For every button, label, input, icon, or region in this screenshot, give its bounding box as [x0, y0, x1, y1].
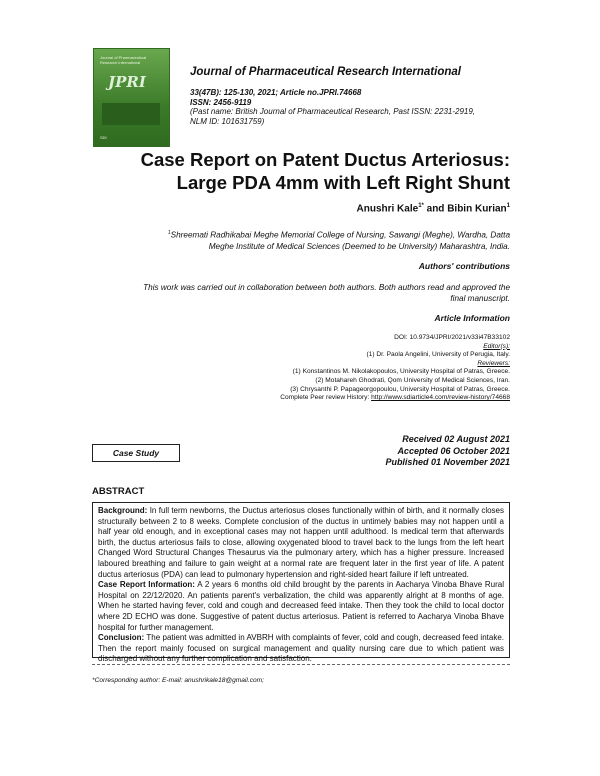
- contributions-line: This work was carried out in collaboration between both authors. Both authors read and approved the: [143, 283, 510, 292]
- publication-dates: [300, 434, 510, 469]
- article-type-box: [92, 444, 180, 462]
- reviewers-label: Reviewers:: [477, 359, 510, 367]
- abstract-box: [92, 502, 510, 664]
- peer-review-history: [200, 394, 510, 403]
- affiliation-line: Shreemati Radhikabai Meghe Memorial College of Nursing, Sawangi (Meghe), Wardha, Datta: [170, 230, 510, 240]
- contributions-text: [92, 282, 510, 304]
- author-superscript: 1: [506, 203, 510, 209]
- article-info-heading: Article Information: [434, 313, 510, 323]
- cover-logo: JPRI: [108, 73, 146, 91]
- journal-title: Journal of Pharmaceutical Research International: [190, 66, 461, 78]
- cover-band: [102, 103, 160, 125]
- article-title: Case Report on Patent Ductus Arteriosus: Large PDA 4mm with Left Right Shunt: [140, 149, 510, 193]
- author-connector: and: [423, 203, 448, 215]
- journal-meta: [190, 88, 490, 126]
- abstract-heading: ABSTRACT: [92, 486, 145, 497]
- cover-journal-name: Journal of Pharmaceutical Research International: [100, 55, 147, 65]
- corresponding-author-footnote: *Corresponding author: E-mail: anushrikale18@gmail.com;: [92, 677, 264, 684]
- published-date: Published 01 November 2021: [385, 457, 510, 467]
- author-name: Bibin Kurian: [447, 203, 507, 215]
- cover-publisher: SDI: [100, 135, 107, 140]
- received-date: Received 02 August 2021: [402, 434, 510, 444]
- case-report-text: A 2 years 6 months old child brought by the parents in Aacharya Vinoba Bhave Rural Hospital on 22/12/2020. An patients parent's verbalization, the child was apparently alright at 8 months of age. When he started having fever, cold and cough and decreased feed intake. Then they took the child to local doctor where 2D ECHO was done. Suggestive of patent ductus arteriosus. Patient is referred to Aacharya Vinoba Bhave hospital for further management.: [98, 580, 504, 632]
- author-line: [92, 203, 510, 214]
- journal-nlm-id: NLM ID: 101631759): [190, 116, 265, 126]
- abstract-conclusion: [98, 633, 504, 665]
- author-affiliation: [92, 228, 510, 252]
- journal-past-name: (Past name: British Journal of Pharmaceutical Research, Past ISSN: 2231-2919,: [190, 107, 476, 116]
- author-superscript: 1*: [418, 203, 424, 209]
- case-report-label: Case Report Information:: [98, 580, 195, 590]
- contributions-line: final manuscript.: [450, 294, 510, 303]
- article-type-label: Case Study: [112, 448, 160, 458]
- affiliation-superscript: 1: [167, 230, 171, 236]
- conclusion-label: Conclusion:: [98, 633, 145, 643]
- journal-issn: ISSN: 2456-9119: [190, 97, 252, 107]
- article-info-block: [200, 334, 510, 403]
- abstract-case-report: [98, 580, 504, 633]
- peer-review-link[interactable]: http://www.sdiarticle4.com/review-history/74668: [371, 394, 510, 402]
- journal-cover-image: [93, 48, 170, 147]
- accepted-date: Accepted 06 October 2021: [397, 445, 510, 456]
- doi: DOI: 10.9734/JPRI/2021/v33i47B33102: [394, 334, 510, 341]
- conclusion-text: The patient was admitted in AVBRH with complaints of fever, cold and cough, decreased feed intake. Then the report mainly focused on surgical management and quality nursing care due to which patient was discharged without any further complication and satisfaction.: [98, 633, 504, 664]
- journal-citation: 33(47B): 125-130, 2021; Article no.JPRI.74668: [190, 88, 362, 97]
- abstract-background: [98, 506, 504, 580]
- background-text: In full term newborns, the Ductus arteriosus closes functionally within of birth, and it normally closes structurally between 2 to 8 weeks. Complete conclusion of the ductus in untimely babies may not happen until a half year old enough, and in exceptional cases may not happen until adulthood. Is medical term that afterwards birth, the ductus arteriosus fails to close, allowing oxygenated blood to travel back to the lungs from the left heart Changed Word Structural Changes Thesaurus via the pulmonary artery, which has a higher pressure. Increased laboured breathing and failure to gain weight at a normal rate are frequent later in the first year of life. A patent ductus arteriosus (PDA) can lead to pulmonary hypertension and right-sided heart failure if left untreated.: [98, 506, 504, 579]
- affiliation-line: Meghe Institute of Medical Sciences (Deemed to be University) Maharashtra, India.: [208, 241, 510, 251]
- reviewer-entry: (3) Chrysanthi P. Papageorgopoulou, University Hospital of Patras, Greece.: [290, 385, 510, 393]
- contributions-heading: Authors' contributions: [418, 261, 510, 271]
- peer-review-label: Complete Peer review History:: [280, 394, 372, 402]
- footnote-divider: [92, 664, 510, 665]
- reviewer-entry: (1) Konstantinos M. Nikolakopoulos, University Hospital of Patras, Greece.: [292, 368, 510, 376]
- editors-label: Editor(s):: [483, 342, 510, 350]
- author-name: Anushri Kale: [356, 203, 419, 215]
- background-label: Background:: [98, 506, 148, 515]
- editor-entry: (1) Dr. Paola Angelini, University of Perugia, Italy.: [366, 351, 510, 359]
- reviewer-entry: (2) Motahareh Ghodrati, Qom University of Medical Sciences, Iran.: [315, 376, 510, 384]
